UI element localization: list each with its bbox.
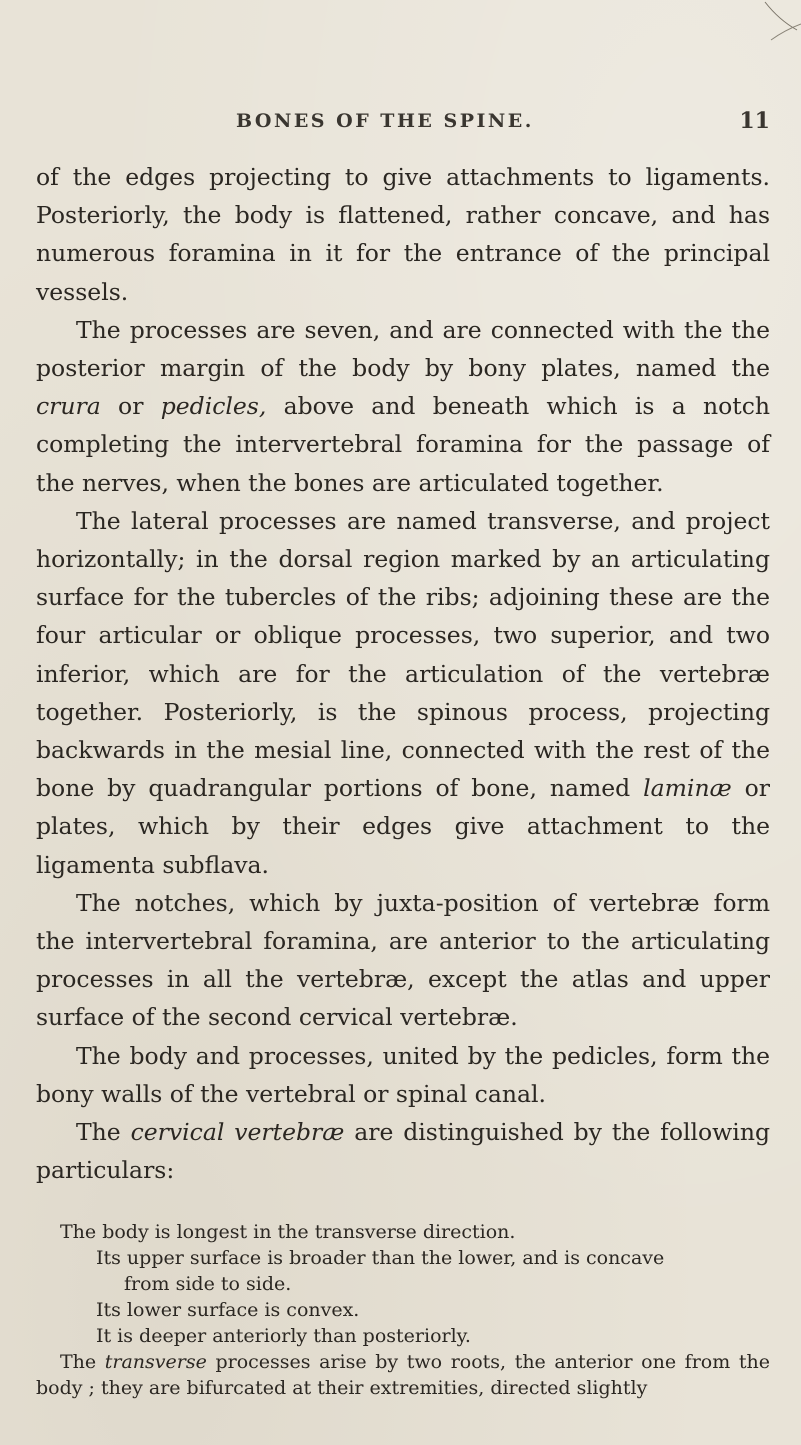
paragraph-cervical (36, 1113, 770, 1189)
paragraph-processes-text-c: above and beneath which is a notch completing the intervertebral foramina for the passage of the nerves, when the bones are articulated together. (36, 392, 770, 497)
list-item-lower-surface: Its lower surface is convex. (96, 1299, 360, 1322)
term-crura: crura (36, 392, 101, 421)
paragraph-processes (36, 311, 770, 502)
term-transverse: transverse (104, 1351, 207, 1374)
list-item-upper-surface-cont: from side to side. (124, 1273, 292, 1296)
paragraph-body-processes-text: The body and processes, united by the pedicles, form the bony walls of the vertebral or spinal canal. (36, 1041, 770, 1108)
paragraph-processes-text-b: or (100, 392, 161, 421)
list-item-deeper-anteriorly: It is deeper anteriorly than posteriorly. (96, 1325, 471, 1348)
paragraph-notches-text: The notches, which by juxta-position of vertebræ form the intervertebral foramina, are anterior to the articulating processes in all the vertebræ, except the atlas and upper surface of the second cervical vertebræ. (36, 888, 770, 1032)
transverse-text-b: processes arise by two roots, the anterior one from the body ; they are bifurcated at their extremities, directed slightly (36, 1351, 770, 1400)
paragraph-edges (36, 158, 770, 311)
paragraph-notches (36, 884, 770, 1037)
paragraph-cervical-text-a: The (76, 1118, 131, 1147)
term-laminae: laminæ (643, 774, 732, 803)
running-head (36, 110, 770, 140)
list-item-transverse-processes (36, 1349, 770, 1401)
list-item-body-longest: The body is longest in the transverse direction. (60, 1221, 516, 1244)
term-pedicles: pedicles, (160, 392, 267, 421)
paragraph-cervical-text-b: are distinguished by the following particulars: (36, 1118, 770, 1185)
paragraph-lateral-text-b: or plates, which by their edges give attachment to the ligamenta subflava. (36, 774, 770, 879)
term-cervical-vertebrae: cervical vertebræ (130, 1118, 345, 1147)
paragraph-edges-text: of the edges projecting to give attachments to ligaments. Posteriorly, the body is flattened, rather concave, and has numerous foramina in it for the entrance of the principal vessels. (36, 163, 770, 306)
running-title: BONES OF THE SPINE. (236, 110, 534, 132)
paragraph-body-processes (36, 1037, 770, 1113)
page-number: 11 (739, 108, 770, 134)
list-item-upper-surface: Its upper surface is broader than the lower, and is concave (96, 1247, 665, 1270)
paragraph-processes-text-a: The processes are seven, and are connected with the the posterior margin of the body by bony plates, named the (36, 315, 770, 383)
page-corner-mark (761, 0, 801, 60)
body-text (36, 158, 770, 1401)
cervical-particulars-list (36, 1219, 770, 1401)
paragraph-lateral-processes (36, 502, 770, 884)
transverse-text-a: The (60, 1351, 105, 1374)
paragraph-lateral-text-a: The lateral processes are named transverse, and project horizontally; in the dorsal region marked by an articulating surface for the tubercles of the ribs; adjoining these are the four articular or oblique processes, two superior, and two inferior, which are for the articulation of the vertebræ together. Posteriorly, is the spinous process, projecting backwards in the mesial line, connected with the rest of the bone by quadrangular portions of bone, named (36, 506, 770, 803)
